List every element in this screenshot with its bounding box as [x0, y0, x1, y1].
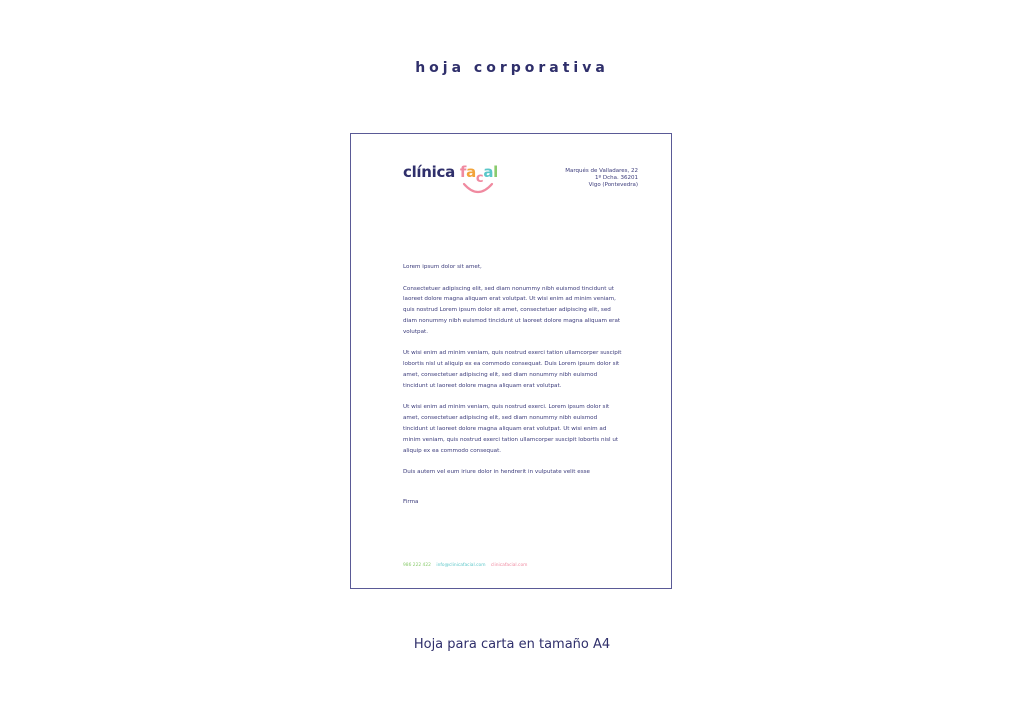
- logo-letter-c: c: [475, 171, 484, 186]
- address-line-3: Vigo (Pontevedra): [588, 182, 638, 189]
- clinica-facial-logo: [403, 163, 503, 197]
- logo-letter-a2: a: [483, 163, 494, 181]
- logo-letter-f: f: [459, 163, 467, 181]
- letter-signature: Firma: [403, 499, 419, 505]
- letter-closing: Duis autem vel eum iriure dolor in hendrerit in vulputate velit esse: [403, 469, 590, 476]
- page-caption: Hoja para carta en tamaño A4: [413, 637, 611, 652]
- clinic-address: [565, 168, 638, 190]
- letter-paragraph-3: Ut wisi enim ad minim veniam, quis nostrud exerci. Lorem ipsum dolor sit amet, consectetuer adipiscing elit, sed diam nonummy nibh euismod tincidunt ut laoreet dolore magna aliquam erat volutpat. Ut wisi enim ad minim veniam, quis nostrud exerci tation ullamcorper suscipit lobortis nisl ut aliquip ex ea commodo consequat.: [403, 404, 619, 454]
- letter-greeting: Lorem ipsum dolor sit amet,: [403, 264, 482, 270]
- footer-email: info@clinicafacial.com: [436, 563, 486, 568]
- letter-body: [403, 262, 623, 489]
- a4-letter-sheet: [350, 133, 672, 589]
- logo-letter-l: l: [493, 163, 498, 181]
- footer-phone: 986 222 422: [403, 563, 431, 568]
- logo-word-clinica: clínica: [403, 163, 455, 181]
- address-line-2: 1º Dcha. 36201: [595, 175, 638, 182]
- footer-website: clinicafacial.com: [490, 563, 528, 568]
- address-line-1: Marqués de Valladares, 22: [565, 168, 638, 174]
- letter-footer: [403, 563, 531, 568]
- logo-wordmark: [403, 163, 498, 186]
- page-heading: hoja corporativa: [415, 60, 609, 76]
- letter-paragraph-2: Ut wisi enim ad minim veniam, quis nostrud exerci tation ullamcorper suscipit lobortis nisl ut aliquip ex ea commodo consequat. Duis Lorem ipsum dolor sit amet, consectetuer adipiscing elit, sed diam nonummy nibh euismod tincidunt ut laoreet dolore magna aliquam erat volutpat.: [403, 350, 622, 389]
- letter-paragraph-1: Consectetuer adipiscing elit, sed diam nonummy nibh euismod tincidunt ut laoreet dolore magna aliquam erat volutpat. Ut wisi enim ad minim veniam, quis nostrud Lorem ipsum dolor sit amet, consectetuer adipiscing elit, sed diam nonummy nibh euismod tincidunt ut laoreet dolore magna aliquam erat volutpat.: [403, 285, 621, 335]
- smile-arc-icon: [461, 180, 495, 196]
- logo-letter-a1: a: [466, 163, 476, 181]
